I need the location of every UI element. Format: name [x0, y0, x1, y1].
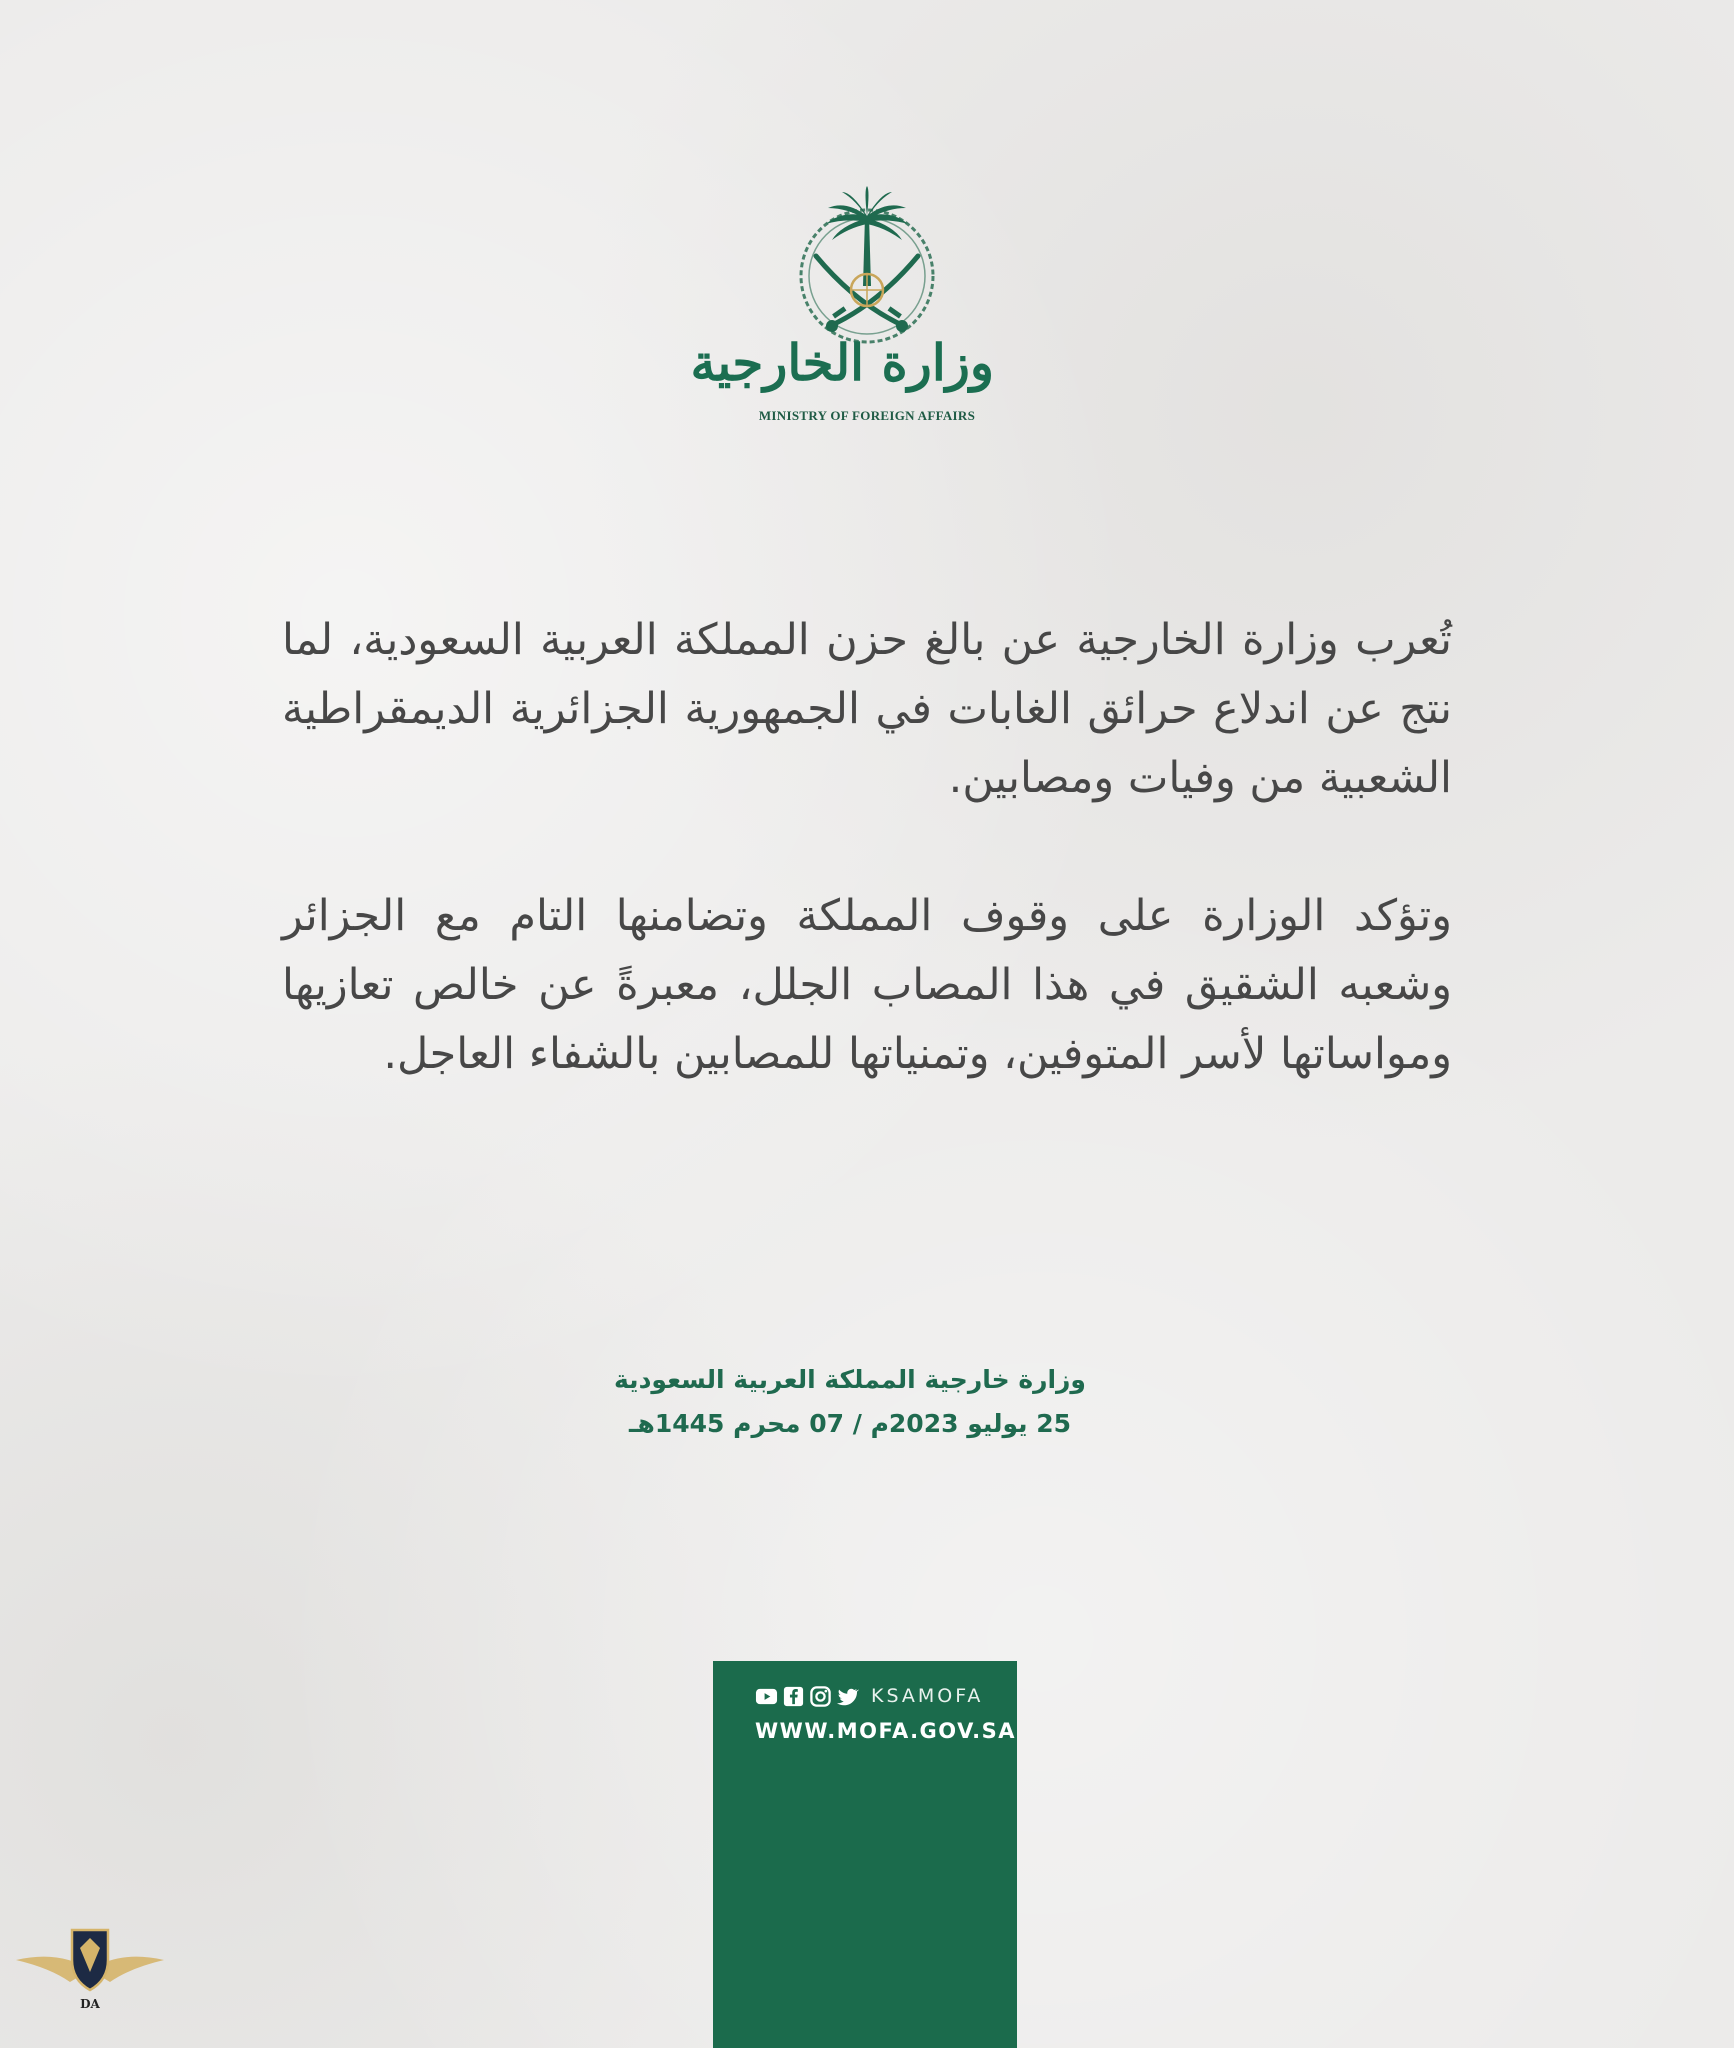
svg-text:DA: DA [80, 1997, 100, 2011]
arab-defense-forum-watermark-icon [10, 1920, 170, 2040]
saudi-emblem-icon [776, 186, 958, 346]
twitter-icon[interactable] [836, 1685, 859, 1708]
statement-paragraph-1: تُعرب وزارة الخارجية عن بالغ حزن المملكة العربية السعودية، لما نتج عن اندلاع حرائق الغابات في الجمهورية الجزائرية الديمقراطية الشعبية من وفيات ومصابين. [282, 615, 1452, 803]
facebook-icon[interactable] [782, 1685, 805, 1708]
website-link[interactable]: WWW.MOFA.GOV.SA [755, 1719, 1016, 1743]
ministry-name-arabic: وزارة الخارجية [690, 333, 994, 392]
issuer-name: وزارة خارجية المملكة العربية السعودية [614, 1365, 1086, 1394]
statement-body [282, 606, 1452, 1089]
instagram-icon[interactable] [809, 1685, 832, 1708]
issue-date: 25 يوليو 2023م / 07 محرم 1445هـ [628, 1409, 1072, 1438]
ministry-name-english: MINISTRY OF FOREIGN AFFAIRS [758, 408, 976, 423]
contact-panel [713, 1661, 1017, 2048]
social-links [755, 1683, 983, 1709]
statement-paragraph-2: وتؤكد الوزارة على وقوف المملكة وتضامنها التام مع الجزائر وشعبه الشقيق في هذا المصاب الجلل، معبرةً عن خالص تعازيها ومواساتها لأسر المتوفين، وتمنياتها للمصابين بالشفاء العاجل. [282, 891, 1452, 1079]
youtube-icon[interactable] [755, 1685, 778, 1708]
signature-block [560, 1358, 1140, 1446]
social-handle[interactable]: KSAMOFA [871, 1685, 984, 1707]
